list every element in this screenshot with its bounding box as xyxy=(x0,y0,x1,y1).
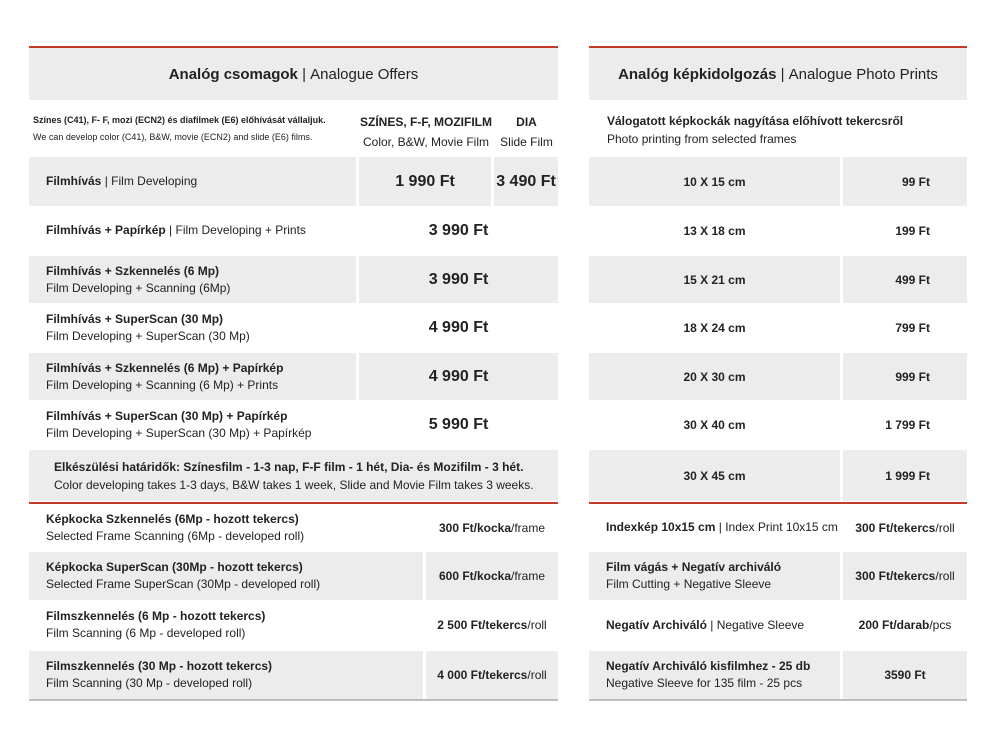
scan-price-2 xyxy=(426,552,558,600)
package-en: Film Developing + Scanning (6 Mp) + Prints xyxy=(46,377,279,392)
extra-hu: Negatív Archiváló kisfilmhez - 25 db xyxy=(606,659,811,673)
extra-sep: | xyxy=(706,617,717,632)
extra-price-1 xyxy=(843,504,967,551)
right-header-subtitle: Analogue Photo Prints xyxy=(788,65,938,83)
right-intro-en: Photo printing from selected frames xyxy=(607,132,797,146)
scan-price-unit: /frame xyxy=(511,520,546,535)
print-size-5: 20 X 30 cm xyxy=(589,353,840,400)
package-row-1 xyxy=(29,157,356,206)
scan-hu: Filmszkennelés (30 Mp - hozott tekercs) xyxy=(46,659,273,673)
col-header-slide-title: DIA xyxy=(516,115,537,129)
scan-price-1 xyxy=(426,504,558,551)
scan-en: Selected Frame SuperScan (30Mp - developed roll) xyxy=(46,577,321,591)
package-hu: Filmhívás + Papírkép xyxy=(46,223,166,237)
extra-en: Index Print 10x15 cm xyxy=(725,520,838,534)
extra-hu: Film vágás + Negatív archiváló xyxy=(606,560,782,574)
scan-row-4 xyxy=(29,651,423,699)
extra-hu: Indexkép 10x15 cm xyxy=(606,520,716,534)
left-header-sep: | xyxy=(297,65,311,83)
scan-en: Selected Frame Scanning (6Mp - developed roll) xyxy=(46,528,305,543)
package-price-2: 3 990 Ft xyxy=(428,221,489,239)
left-intro-hu: Színes (C41), F- F, mozi (ECN2) és diafilmek (E6) előhívását vállaljuk. xyxy=(33,115,326,125)
col-header-slide-sub: Slide Film xyxy=(500,135,553,149)
package-price-6: 5 990 Ft xyxy=(428,416,489,433)
col-header-color-sub: Color, B&W, Movie Film xyxy=(362,135,490,149)
scan-en: Film Scanning (30 Mp - developed roll) xyxy=(46,676,253,690)
package-en: Film Developing + SuperScan (30 Mp) + Papírkép xyxy=(46,426,312,440)
scan-price-unit: /roll xyxy=(527,618,547,632)
scan-hu: Képkocka Szkennelés (6Mp - hozott tekercs) xyxy=(46,511,299,526)
col-header-color-title: SZÍNES, F-F, MOZIFILM xyxy=(360,115,492,129)
left-header-subtitle: Analogue Offers xyxy=(310,65,419,83)
left-intro-en: We can develop color (C41), B&W, movie (ECN2) and slide (E6) films. xyxy=(33,132,313,142)
extra-hu: Negatív Archiváló xyxy=(606,617,707,632)
print-price-5: 999 Ft xyxy=(843,353,967,400)
package-sep: | xyxy=(101,174,112,188)
scan-en: Film Scanning (6 Mp - developed roll) xyxy=(46,626,246,640)
deadline-hu: Elkészülési határidők: Színesfilm - 1-3 nap, F-F film - 1 hét, Dia- és Mozifilm - 3 hét. xyxy=(54,459,524,474)
print-price-3: 499 Ft xyxy=(843,256,967,303)
scan-price-bold: 4 000 Ft/tekercs xyxy=(437,668,528,682)
extra-price-bold: 3590 Ft xyxy=(884,668,926,682)
package-en: Film Developing xyxy=(111,174,198,188)
print-size-1: 10 X 15 cm xyxy=(589,157,840,206)
extra-sep: | xyxy=(715,520,726,534)
extra-price-4 xyxy=(843,651,967,699)
package-sep: | xyxy=(165,223,176,237)
package-row-3 xyxy=(29,256,356,303)
extra-row-1 xyxy=(589,504,840,551)
scan-price-bold: 300 Ft/kocka xyxy=(438,520,512,535)
extra-price-3 xyxy=(843,601,967,649)
scan-row-3 xyxy=(29,601,423,649)
scan-price-3 xyxy=(426,601,558,649)
package-price-3: 3 990 Ft xyxy=(359,256,558,303)
package-row-2 xyxy=(29,207,356,254)
scan-row-2 xyxy=(29,552,423,600)
print-price-4: 799 Ft xyxy=(895,320,930,335)
package-row-5 xyxy=(29,353,356,400)
package-slide-price-1: 3 490 Ft xyxy=(494,157,558,206)
extra-price-unit: /pcs xyxy=(929,618,952,632)
package-price-4: 4 990 Ft xyxy=(428,318,489,336)
scan-price-4 xyxy=(426,651,558,699)
left-header-title: Analóg csomagok xyxy=(168,65,298,83)
deadline-note xyxy=(29,450,558,501)
right-header xyxy=(589,48,967,100)
package-row-6 xyxy=(29,401,356,449)
scan-price-unit: /roll xyxy=(527,668,547,682)
extra-en: Film Cutting + Negative Sleeve xyxy=(606,577,772,591)
scan-hu: Filmszkennelés (6 Mp - hozott tekercs) xyxy=(46,609,266,623)
scan-price-bold: 2 500 Ft/tekercs xyxy=(437,618,528,632)
print-price-7: 1 999 Ft xyxy=(843,450,967,501)
extra-price-unit: /roll xyxy=(935,520,955,535)
print-size-7: 30 X 45 cm xyxy=(589,450,840,501)
extra-en: Negative Sleeve for 135 film - 25 pcs xyxy=(606,676,803,690)
package-row-4 xyxy=(29,304,356,351)
extra-price-bold: 200 Ft/darab xyxy=(858,618,930,632)
deadline-en: Color developing takes 1-3 days, B&W takes 1 week, Slide and Movie Film takes 3 weeks. xyxy=(54,477,534,492)
right-intro xyxy=(607,112,967,148)
print-size-6: 30 X 40 cm xyxy=(683,418,746,432)
package-hu: Filmhívás + Szkennelés (6 Mp) xyxy=(46,263,220,278)
scan-hu: Képkocka SuperScan (30Mp - hozott tekercs) xyxy=(46,560,303,574)
package-en: Film Developing + SuperScan (30 Mp) xyxy=(46,328,250,343)
package-hu: Filmhívás + Szkennelés (6 Mp) + Papírkép xyxy=(46,360,284,375)
print-size-3: 15 X 21 cm xyxy=(589,256,840,303)
package-en: Film Developing + Prints xyxy=(175,223,306,237)
col-header-slide xyxy=(495,112,558,152)
right-intro-hu: Válogatott képkockák nagyítása előhívott tekercsről xyxy=(607,114,904,128)
scan-price-unit: /frame xyxy=(511,569,546,583)
extra-row-2 xyxy=(589,552,840,600)
print-price-1: 99 Ft xyxy=(843,157,967,206)
package-en: Film Developing + Scanning (6Mp) xyxy=(46,280,231,295)
scan-row-1 xyxy=(29,504,423,551)
left-header xyxy=(29,48,558,100)
extra-en: Negative Sleeve xyxy=(716,617,805,632)
package-price-1: 1 990 Ft xyxy=(359,157,491,206)
right-header-sep: | xyxy=(776,65,789,83)
package-price-5: 4 990 Ft xyxy=(359,353,558,400)
print-size-2: 13 X 18 cm xyxy=(683,223,746,238)
print-price-6: 1 799 Ft xyxy=(885,418,930,432)
scan-price-bold: 600 Ft/kocka xyxy=(438,569,512,583)
extra-price-bold: 300 Ft/tekercs xyxy=(855,569,936,583)
col-header-color xyxy=(357,112,495,152)
package-hu: Filmhívás + SuperScan (30 Mp) + Papírkép xyxy=(46,409,288,423)
extra-price-2 xyxy=(843,552,967,600)
package-hu: Filmhívás + SuperScan (30 Mp) xyxy=(46,311,224,326)
package-hu: Filmhívás xyxy=(46,174,102,188)
left-intro xyxy=(33,112,353,146)
extra-price-bold: 300 Ft/tekercs xyxy=(855,520,936,535)
extra-row-3 xyxy=(589,601,840,649)
print-size-4: 18 X 24 cm xyxy=(683,320,746,335)
right-header-title: Analóg képkidolgozás xyxy=(618,65,777,83)
extra-row-4 xyxy=(589,651,840,699)
print-price-2: 199 Ft xyxy=(895,223,930,238)
extra-price-unit: /roll xyxy=(935,569,955,583)
